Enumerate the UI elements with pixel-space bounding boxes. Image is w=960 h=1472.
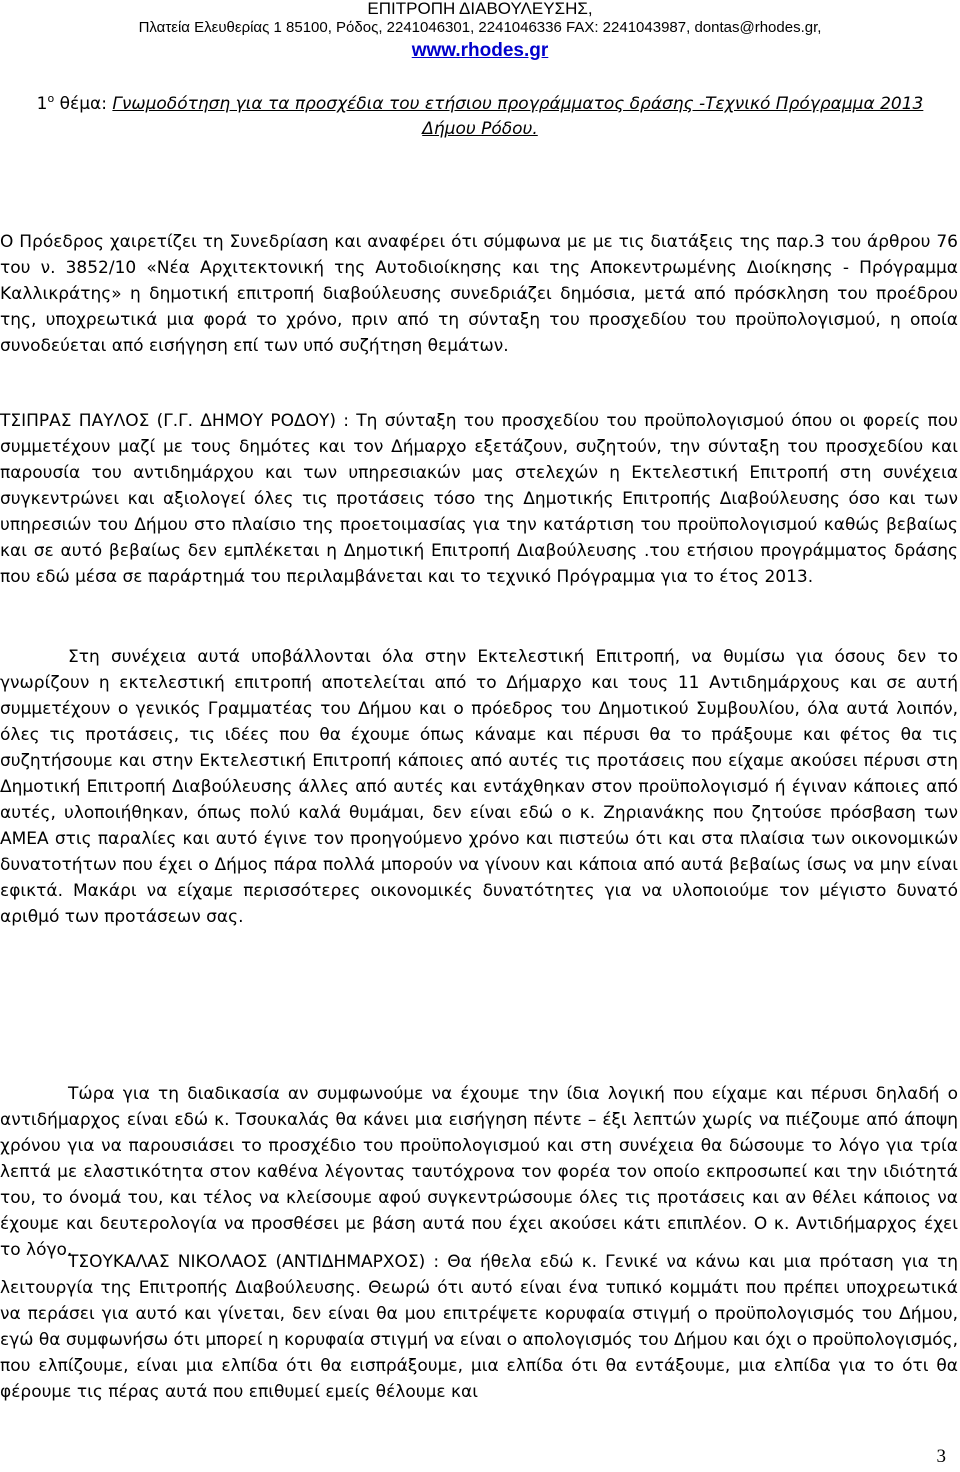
agenda-subject bbox=[22, 86, 938, 142]
letterhead bbox=[0, 0, 960, 64]
page-number: 3 bbox=[936, 1446, 946, 1467]
committee-name: ΕΠΙΤΡΟΠΗ ΔΙΑΒΟΥΛΕΥΣΗΣ, bbox=[367, 0, 593, 18]
subject-title: Γνωμοδότηση για τα προσχέδια του ετήσιου προγράμματος δράσης -Τεχνικό Πρόγραμμα 2013 Δήμου Ρόδου. bbox=[112, 94, 924, 139]
paragraph-executive-committee: Στη συνέχεια αυτά υποβάλλονται όλα στην Εκτελεστική Επιτροπή, να θυμίσω για όσους δεν το γνωρίζουν η εκτελεστική επιτροπή αποτελείται από το Δήμαρχο και τους 11 Αντιδημάρχους και σε αυτή συμμετέχουν ο γενικός Γραμματέας του Δήμου και ο πρόεδρος του Δημοτικού Συμβουλίου, όλα αυτά λοιπόν, όλες τις προτάσεις, τις ιδέες που θα έχουμε όπως κάναμε και πέρυσι θα το πράξουμε και φέτος θα τις συζητήσουμε και στην Εκτελεστική Επιτροπή κάποιες από αυτές τις προτάσεις που είχαμε ακούσει πέρυσι στη Δημοτική Επιτροπή Διαβούλευσης άλλες από αυτές και εντάχθηκαν στον προϋπολογισμό ή έγιναν κάποιες από αυτές, υλοποιήθηκαν, όπως πολύ καλά θυμάμαι, δεν είναι εδώ ο κ. Ζηριανάκης που ζητούσε πρόσβαση των ΑΜΕΑ στις παραλίες και αυτό έγινε τον προηγούμενο χρόνο και πιστεύω ότι και στα πλαίσια των οικονομικών δυνατοτήτων που έχει ο Δήμος πάρα πολλά μπορούν να γίνουν και κάποια από αυτά βεβαίως ίσως να μην είναι εφικτά. Μακάρι να είχαμε περισσότερες οικονομικές δυνατότητες για να υλοποιούμε τον μέγιστο δυνατό αριθμό των προτάσεων σας. bbox=[0, 647, 958, 927]
website-link[interactable]: www.rhodes.gr bbox=[411, 40, 549, 61]
subject-number: 1 bbox=[36, 94, 48, 114]
subject-prefix: θέμα: bbox=[54, 94, 113, 114]
paragraph-tsoukalas: ΤΣΟΥΚΑΛΑΣ ΝΙΚΟΛΑΟΣ (ΑΝΤΙΔΗΜΑΡΧΟΣ) : Θα ήθελα εδώ κ. Γενικέ να κάνω και μια πρόταση για τη λειτουργία της Επιτροπής Διαβούλευσης. Θεωρώ ότι αυτό είναι ένα τυπικό κομμάτι που πρέπει υποχρεωτικά να περάσει για αυτό και γίνεται, δεν είναι θα μου επιτρέψετε κορυφαία στιγμή ο προϋπολογισμός του Δήμου, εγώ θα συμφωνήσω ότι μπορεί η κορυφαία στιγμή να είναι ο απολογισμός του Δήμου και όχι ο προϋπολογισμός, που ελπίζουμε, είναι μια ελπίδα ότι θα εισπράξουμε, μια ελπίδα ότι θα εντάξουμε, μια ελπίδα για το ότι θα φέρουμε τις πέρας αυτά που επιθυμεί εμείς θέλουμε και bbox=[0, 1252, 958, 1402]
paragraph-tsipras: ΤΣΙΠΡΑΣ ΠΑΥΛΟΣ (Γ.Γ. ΔΗΜΟΥ ΡΟΔΟΥ) : Τη σύνταξη του προσχεδίου του προϋπολογισμού όπου οι φορείς που συμμετέχουν μαζί με τους δημότες και τον Δήμαρχο εξετάζουν, συζητούν, την σύνταξη του προσχεδίου και παρουσία του αντιδημάρχου και των υπηρεσιακών μας στελεχών η Εκτελεστική Επιτροπή στη συνέχεια συγκεντρώνει και αξιολογεί όλες τις προτάσεις τόσο της Δημοτικής Επιτροπής Διαβούλευσης όσο και των υπηρεσιών του Δήμου στο πλαίσιο της προετοιμασίας για την κατάρτιση του προϋπολογισμού καθώς βεβαίως και σε αυτό βεβαίως δεν εμπλέκεται η Δημοτική Επιτροπή Διαβούλευσης .του ετήσιου προγράμματος δράσης που εδώ μέσα σε παράρτημά του περιλαμβάνεται και το τεχνικό Πρόγραμμα για το έτος 2013. bbox=[0, 411, 958, 587]
contact-details: Πλατεία Ελευθερίας 1 85100, Ρόδος, 2241046301, 2241046336 FAX: 2241043987, dontas@rhodes.gr, bbox=[138, 19, 822, 36]
paragraph-chairman-intro: Ο Πρόεδρος χαιρετίζει τη Συνεδρίαση και αναφέρει ότι σύμφωνα με με τις διατάξεις της παρ.3 του άρθρου 76 του ν. 3852/10 «Νέα Αρχιτεκτονική της Αυτοδιοίκησης και της Αποκεντρωμένης Διοίκησης - Πρόγραμμα Καλλικράτης» η δημοτική επιτροπή διαβούλευσης συνεδριάζει δημόσια, μετά από πρόσκληση του προέδρου της, υποχρεωτικά μια φορά το χρόνο, πριν από τη σύνταξη του προσχεδίου του προϋπολογισμού, η οποία συνοδεύεται από εισήγηση επί των υπό συζήτηση θεμάτων. bbox=[0, 232, 958, 356]
subject-ordinal: ο bbox=[47, 92, 55, 105]
paragraph-procedure: Τώρα για τη διαδικασία αν συμφωνούμε να έχουμε την ίδια λογική που είχαμε και πέρυσι δηλαδή ο αντιδήμαρχος είναι εδώ κ. Τσουκαλάς θα κάνει μια εισήγηση πέντε – έξι λεπτών χωρίς να πιέζουμε από άποψη χρόνου για να παρουσιάσει το προσχέδιο του προϋπολογισμού και στη συνέχεια θα δώσουμε το λόγο για τρία λεπτά με ελαστικότητα στον καθένα λέγοντας ταυτόχρονα τον φορέα τον οποίο εκπροσωπεί και την ιδιότητά του, το όνομά του, και τέλος να κλείσουμε αφού συγκεντρώσουμε όλες τις προτάσεις και αν θέλει κάποιος να έχουμε και δευτερολογία να προσθέσει με βάση αυτά που έχει ακούσει κάτι επιπλέον. Ο κ. Αντιδήμαρχος έχει το λόγο. bbox=[0, 1084, 958, 1260]
